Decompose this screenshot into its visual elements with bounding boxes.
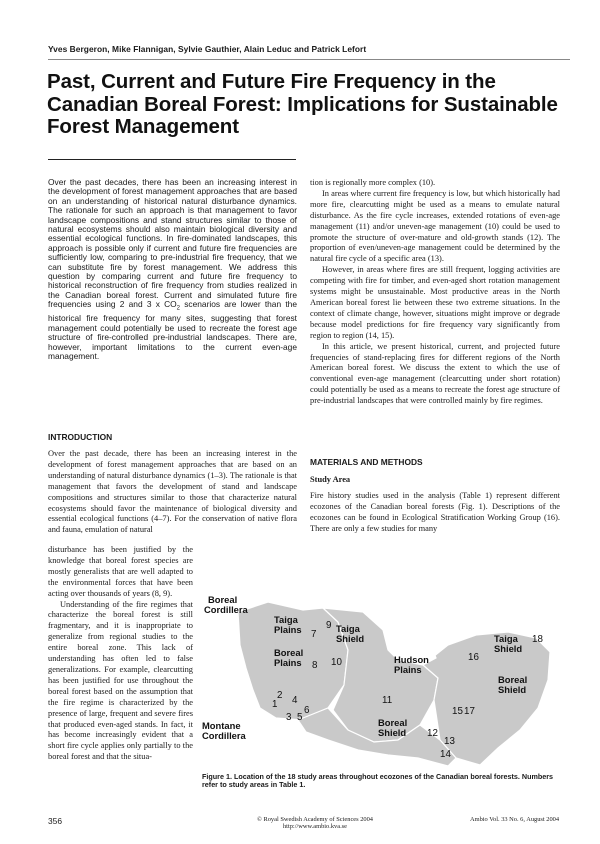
methods-heading: MATERIALS AND METHODS: [310, 457, 423, 467]
abstract-rule: [48, 159, 296, 160]
study-area-13: 13: [444, 736, 455, 747]
study-area-11: 11: [382, 695, 393, 706]
study-area-text: Fire history studies used in the analysis (Table 1) represent different ecozones of the Canadian boreal forests (Fig. 1). Descriptions of the ecozones can be found in Ecological Stratification Working Group (16). There are only a few studies for many: [310, 491, 560, 533]
page-number: 356: [48, 816, 62, 826]
label-taiga-shield-1: Taiga: [336, 623, 360, 634]
study-area-5: 5: [297, 712, 303, 723]
copyright-line: © Royal Swedish Academy of Sciences 2004: [257, 816, 373, 823]
study-area-12: 12: [427, 728, 438, 739]
study-area-1: 1: [272, 699, 278, 710]
intro-heading: INTRODUCTION: [48, 432, 113, 442]
study-area-9: 9: [326, 620, 332, 631]
study-area-4: 4: [292, 695, 298, 706]
label-taiga-shield-2: Shield: [336, 633, 365, 644]
label-boreal-shield-east-2: Shield: [498, 684, 527, 695]
intro-paragraph-2: Understanding of the fire regimes that characterize the boreal forest is still fragmentary, and it is inappropriate to generalize from regional studies to the entire boreal zone. This lack of understanding has often led to false generalizations. For example, clearcutting has been justified for use throughout the boreal forest based on the assumption that the fire regime is characterized by the presence of large, frequent and severe fires that produced even-aged stands. In fact, it has become increasingly evident that a short fire cycle applies only partially to the boreal forest and that the situa-: [48, 599, 193, 762]
study-area-6: 6: [304, 705, 310, 716]
study-area-15: 15: [452, 706, 463, 717]
col2-paragraph-3: In this article, we present historical, current, and projected future frequencies of stand-replacing fires for different regions of the North American boreal forest. We discuss the extent to which the use of conventional even-age management (clearcutting under short rotation) could potentially be used as a means to recreate the forest age structure of pre-industrial landscapes that were controlled mainly by fire regimes.: [310, 341, 560, 406]
label-taiga-shield-east-2: Shield: [494, 643, 523, 654]
abstract: [48, 178, 297, 361]
label-taiga-shield-east-1: Taiga: [494, 633, 518, 644]
right-column: [310, 178, 560, 407]
label-taiga-plains-2: Plains: [274, 624, 302, 635]
abstract-text-cont: scenarios are lower than the historical fire frequency for many sites, suggesting that forest management could potentially be used to recreate the forest age structure of fire-controlled pre-industrial landscapes. There are, however, important limitations to the current even-age management.: [48, 299, 297, 361]
intro-paragraph-1b: disturbance has been justified by the knowledge that boreal forest species are mostly generalists that are well adapted to the environmental forces that have been acting over thousands of years (8, 9).: [48, 545, 193, 598]
article-title: Past, Current and Future Fire Frequency in the Canadian Boreal Forest: Implications for Sustainable Forest Management: [47, 70, 558, 139]
journal-citation: Ambio Vol. 33 No. 6, August 2004: [470, 816, 560, 823]
intro-column-narrow: [48, 545, 193, 763]
publisher-info: [230, 816, 400, 831]
study-area-heading: Study Area: [310, 475, 351, 484]
label-boreal-shield-2: Shield: [378, 727, 407, 738]
label-boreal-cordillera-1: Boreal: [208, 594, 238, 605]
label-boreal-shield-1: Boreal: [378, 717, 408, 728]
header-rule: [48, 59, 570, 60]
study-area-3: 3: [286, 712, 292, 723]
label-hudson-plains-2: Plains: [394, 664, 422, 675]
abstract-text: Over the past decades, there has been an increasing interest in the development of forest management approaches that are based on an understanding of historical natural disturbance dynamics. The rationale for such an approach is that management to favor landscape compositions and stand structures similar to those of natural ecosystems should also maintain biological diversity and essential ecological functions. In fire-dominated landscapes, this approach is possible only if current and future fire frequencies are sufficiently low, comparing to pre-industrial fire frequency, that we can substitute fire by forest management. We address this question by comparing current and future fire frequency to historical reconstruction of fire frequency from studies realized in the Canadian boreal forest. Current and simulated future fire frequencies using 2 and 3 x CO: [48, 177, 297, 310]
col2-paragraph-0: tion is regionally more complex (10).: [310, 178, 436, 187]
label-boreal-plains-1: Boreal: [274, 647, 304, 658]
col2-paragraph-1: In areas where current fire frequency is low, but which historically had more fire, clearcutting might be used as a means to emulate natural disturbance. As the fire cycle increases, extended rotations of even-age management (11) and/or uneven-age management (10) could be used to promote the structure of over-mature and old-growth stands (12). The proportion of even/uneven-age management could be determined by the natural fire cycle of a specific area (13).: [310, 188, 560, 264]
label-boreal-shield-east-1: Boreal: [498, 674, 528, 685]
label-boreal-cordillera-2: Cordillera: [204, 604, 248, 615]
study-area-2: 2: [277, 690, 283, 701]
label-montane-cordillera-2: Cordillera: [202, 730, 246, 741]
publisher-url: http://www.ambio.kva.se: [282, 823, 347, 831]
intro-paragraph-1: Over the past decade, there has been an increasing interest in the development of forest management approaches that are based on an understanding of natural disturbance dynamics (1–3). The rationale is that management that favors the development of stand and landscape compositions and structures similar to those that characterize natural ecosystems should favor the maintenance of biological diversity and essential ecological functions (4–7). For the conservation of native flora and fauna, emulation of natural: [48, 449, 297, 535]
author-list: Yves Bergeron, Mike Flannigan, Sylvie Gauthier, Alain Leduc and Patrick Lefort: [48, 44, 367, 54]
figure-caption: Figure 1. Location of the 18 study areas throughout ecozones of the Canadian boreal forests. Numbers refer to study areas in Table 1.: [202, 772, 554, 790]
label-boreal-plains-2: Plains: [274, 657, 302, 668]
label-taiga-plains-1: Taiga: [274, 614, 298, 625]
study-area-16: 16: [468, 652, 479, 663]
study-area-14: 14: [440, 749, 451, 760]
abstract-subscript: 2: [176, 305, 180, 312]
label-montane-cordillera-1: Montane: [202, 720, 241, 731]
ecozone-map: [198, 590, 563, 844]
study-area-10: 10: [331, 657, 342, 668]
label-hudson-plains-1: Hudson: [394, 654, 429, 665]
study-area-18: 18: [532, 634, 543, 645]
col2-paragraph-2: However, in areas where fires are still frequent, logging activities are competing with fire for timber, and even-aged short rotation management systems might be unsustainable. Most productive areas in the North American boreal forest lie between these two extreme situations. In the context of climate change, however, situations might improve or degrade because model predictions for fire frequency vary significantly from region to region (14, 15).: [310, 265, 560, 340]
study-area-8: 8: [312, 660, 318, 671]
study-area-7: 7: [311, 629, 317, 640]
study-area-17: 17: [464, 706, 475, 717]
